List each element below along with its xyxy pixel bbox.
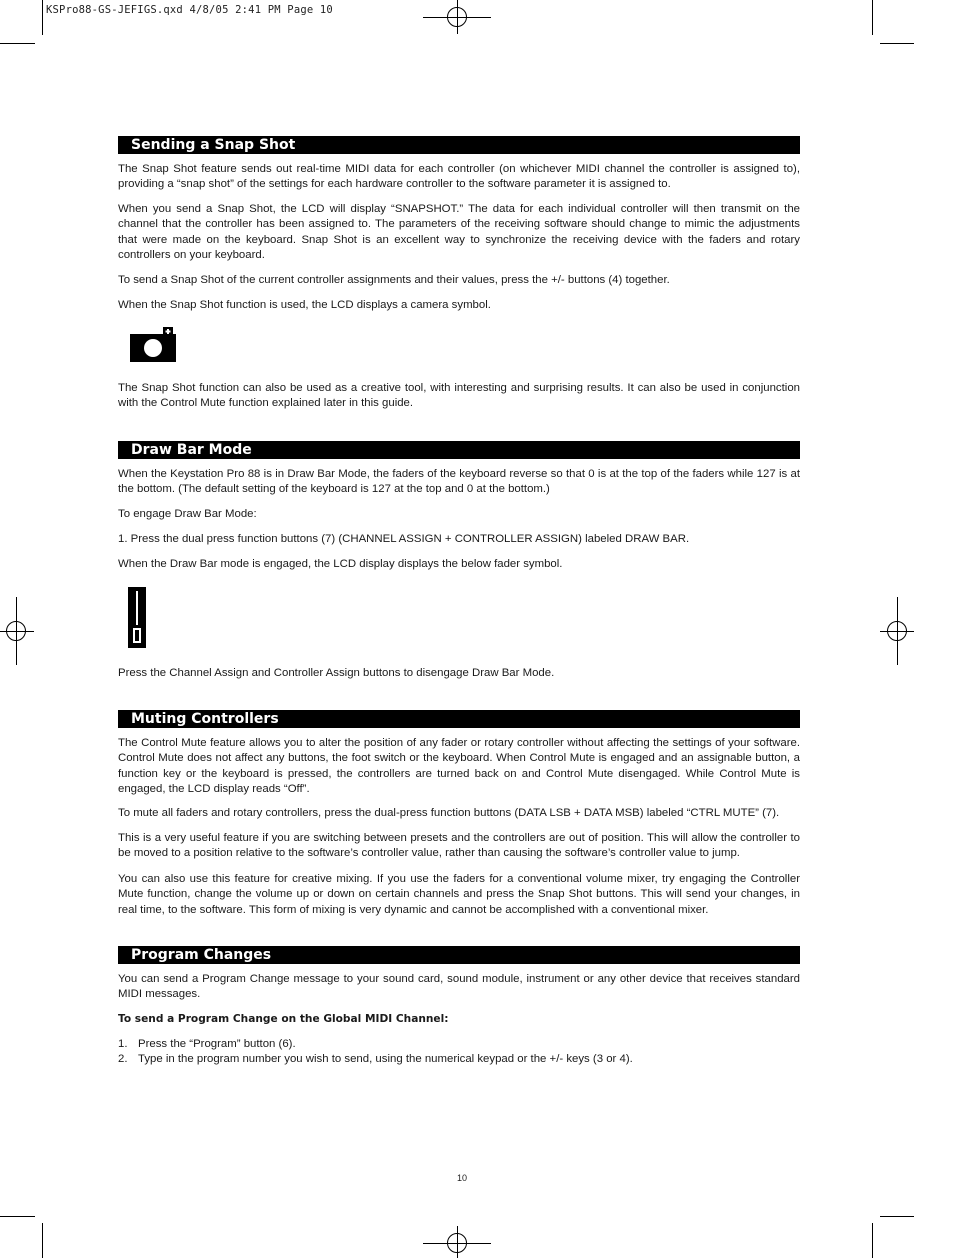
section-heading-program: Program Changes (118, 946, 800, 964)
muting-paragraph-2: To mute all faders and rotary controllers, press the dual-press function buttons (DATA LSB + DATA MSB) labeled “CTRL MUTE” (7). (118, 807, 780, 819)
snapshot-paragraph-5: The Snap Shot function can also be used as a creative tool, with interesting and surprising results. It can also be used in conjunction with the Control Mute function explained later in this guide. (118, 382, 800, 410)
list-item-number: 2. (118, 1053, 128, 1065)
list-item (118, 1037, 800, 1052)
snapshot-paragraph-4: When the Snap Shot function is used, the LCD displays a camera symbol. (118, 299, 491, 311)
camera-icon (130, 327, 177, 362)
drawbar-paragraph-3: 1. Press the dual press function buttons (7) (CHANNEL ASSIGN + CONTROLLER ASSIGN) labeled DRAW BAR. (118, 533, 690, 545)
drawbar-paragraph-2: To engage Draw Bar Mode: (118, 508, 257, 520)
section-heading-muting: Muting Controllers (118, 710, 800, 728)
file-slug: KSPro88-GS-JEFIGS.qxd 4/8/05 2:41 PM Page 10 (46, 4, 333, 16)
muting-paragraph-1: The Control Mute feature allows you to alter the position of any fader or rotary controller without affecting the settings of your software. Control Mute does not affect any buttons, the foot switch or the keyboard. When Control Mute is engaged and an assignable button, a function key or the keyboard is pressed, the controllers are turned back on and Control Mute disengaged. While Control Mute is engaged, the LCD display reads “Off”. (118, 737, 800, 795)
list-item-text: Press the “Program” button (6). (138, 1038, 296, 1050)
list-item-number: 1. (118, 1038, 128, 1050)
snapshot-paragraph-3: To send a Snap Shot of the current controller assignments and their values, press the +/- buttons (4) together. (118, 274, 670, 286)
muting-paragraph-3: This is a very useful feature if you are switching between presets and the controllers are out of position. This will allow the controller to be moved to a position relative to the software’s controller value, rather than causing the software’s controller value to jump. (118, 832, 800, 860)
list-item (118, 1052, 800, 1067)
muting-paragraph-4: You can also use this feature for creative mixing. If you use the faders for a conventional volume mixer, try engaging the Controller Mute function, change the volume up or down on certain channels and press the Snap Shot buttons. This will send your changes, in real time, to the software. This form of mixing is very dynamic and cannot be accomplished with a conventional mixer. (118, 873, 800, 916)
section-heading-snapshot: Sending a Snap Shot (118, 136, 800, 154)
drawbar-paragraph-4: When the Draw Bar mode is engaged, the LCD display displays the below fader symbol. (118, 558, 563, 570)
snapshot-paragraph-2: When you send a Snap Shot, the LCD will display “SNAPSHOT.” The data for each individual controller will then transmit on the channel that the controller has been assigned to. The parameters of the receiving software should change to mimic the adjustments that were made on the keyboard. Snap Shot is an excellent way to synchronize the receiving device with the faders and rotary controllers on your keyboard. (118, 203, 800, 261)
program-subheading: To send a Program Change on the Global MIDI Channel: (118, 1013, 449, 1025)
section-heading-drawbar: Draw Bar Mode (118, 441, 800, 459)
page-number: 10 (456, 1173, 467, 1183)
list-item-text: Type in the program number you wish to send, using the numerical keypad or the +/- keys (3 or 4). (138, 1053, 633, 1065)
drawbar-paragraph-5: Press the Channel Assign and Controller Assign buttons to disengage Draw Bar Mode. (118, 667, 555, 679)
snapshot-paragraph-1: The Snap Shot feature sends out real-time MIDI data for each controller (on whichever MIDI channel the controller is assigned to), providing a “snap shot” of the settings for each hardware controller to the software parameter it is assigned to. (118, 163, 800, 191)
drawbar-paragraph-1: When the Keystation Pro 88 is in Draw Bar Mode, the faders of the keyboard reverse so that 0 is at the top of the faders while 127 is at the bottom. (The default setting of the keyboard is 127 at the top and 0 at the bottom.) (118, 468, 800, 496)
fader-icon (128, 587, 146, 648)
program-paragraph-1: You can send a Program Change message to your sound card, sound module, instrument or any other device that receives standard MIDI messages. (118, 973, 800, 1001)
